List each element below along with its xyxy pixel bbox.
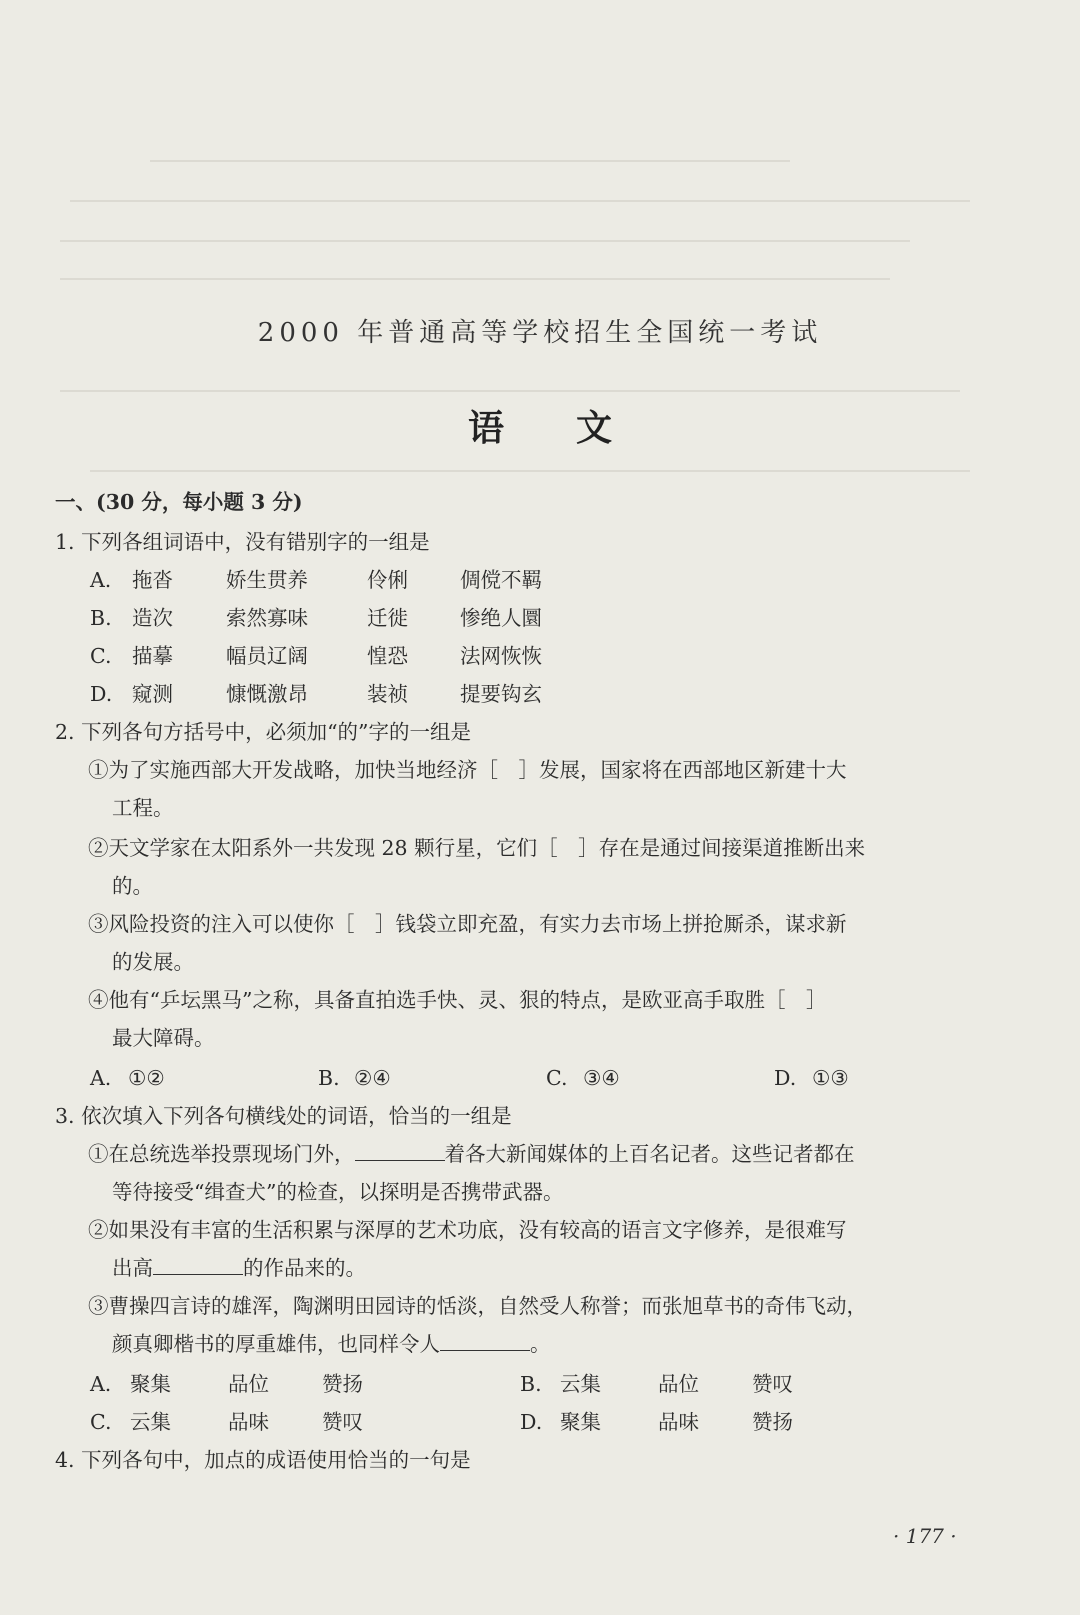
option-word: 赞扬 bbox=[752, 1410, 793, 1434]
q3-options-row-1 bbox=[90, 1370, 990, 1398]
q2-sentence-4-line-2: 最大障碍。 bbox=[112, 1026, 215, 1050]
option-word: 倜傥不羁 bbox=[460, 568, 542, 592]
option-word: 伶俐 bbox=[367, 568, 408, 592]
option-word: 装祯 bbox=[367, 682, 408, 706]
q3-sentence-3-line-1: ③曹操四言诗的雄浑，陶渊明田园诗的恬淡，自然受人称誉；而张旭草书的奇伟飞动， bbox=[88, 1294, 867, 1318]
sentence-text: 颜真卿楷书的厚重雄伟，也同样令人 bbox=[112, 1332, 440, 1356]
q3-sentence-1-line-1 bbox=[88, 1140, 855, 1168]
sentence-text: 。 bbox=[530, 1332, 551, 1356]
option-word: 幅员辽阔 bbox=[226, 644, 308, 668]
option-label: C. bbox=[90, 1410, 112, 1434]
option-label: B. bbox=[318, 1066, 340, 1090]
q3-sentence-3-line-2 bbox=[112, 1330, 551, 1358]
option-word: 品位 bbox=[658, 1372, 699, 1396]
q3-sentence-2-line-2 bbox=[112, 1254, 366, 1282]
q2-sentence-3-line-1: ③风险投资的注入可以使你［ ］钱袋立即充盈，有实力去市场上拼抢厮杀，谋求新 bbox=[88, 912, 847, 936]
option-word: 迁徙 bbox=[367, 606, 408, 630]
q2-sentence-2-line-2: 的。 bbox=[112, 874, 153, 898]
option-value: ①③ bbox=[812, 1066, 849, 1090]
sentence-text: 出高 bbox=[112, 1256, 153, 1280]
option-value: ③④ bbox=[583, 1066, 620, 1090]
option-word: 云集 bbox=[130, 1410, 171, 1434]
option-word: 惨绝人圜 bbox=[460, 606, 542, 630]
sentence-text: 的作品来的。 bbox=[243, 1256, 366, 1280]
fill-in-blank bbox=[440, 1332, 530, 1351]
fill-in-blank bbox=[153, 1256, 243, 1275]
question-3-stem: 3. 依次填入下列各句横线处的词语，恰当的一组是 bbox=[55, 1104, 512, 1128]
option-word: 窥测 bbox=[132, 682, 173, 706]
option-word: 描摹 bbox=[132, 644, 173, 668]
q1-option-d bbox=[90, 680, 990, 708]
option-word: 娇生贯养 bbox=[226, 568, 308, 592]
option-value: ②④ bbox=[354, 1066, 391, 1090]
show-through-line bbox=[70, 200, 970, 202]
q3-sentence-2-line-1: ②如果没有丰富的生活积累与深厚的艺术功底，没有较高的语言文字修养，是很难写 bbox=[88, 1218, 847, 1242]
q2-sentence-3-line-2: 的发展。 bbox=[112, 950, 194, 974]
page-number: · 177 · bbox=[893, 1524, 957, 1548]
option-word: 品位 bbox=[228, 1372, 269, 1396]
option-word: 赞叹 bbox=[322, 1410, 363, 1434]
option-label: C. bbox=[546, 1066, 568, 1090]
option-label: A. bbox=[90, 568, 112, 592]
option-word: 惶恐 bbox=[367, 644, 408, 668]
option-label: D. bbox=[520, 1410, 543, 1434]
fill-in-blank bbox=[355, 1142, 445, 1161]
q3-options-row-2 bbox=[90, 1408, 990, 1436]
option-word: 索然寡味 bbox=[226, 606, 308, 630]
question-1-stem: 1. 下列各组词语中，没有错别字的一组是 bbox=[55, 530, 430, 554]
show-through-line bbox=[60, 278, 890, 280]
option-label: A. bbox=[90, 1066, 112, 1090]
show-through-line bbox=[60, 390, 960, 392]
show-through-line bbox=[150, 160, 790, 162]
q1-option-b bbox=[90, 604, 990, 632]
exam-title: 2000 年普通高等学校招生全国统一考试 bbox=[257, 318, 823, 348]
option-word: 品味 bbox=[228, 1410, 269, 1434]
option-word: 提要钩玄 bbox=[460, 682, 542, 706]
option-word: 聚集 bbox=[560, 1410, 601, 1434]
option-label: C. bbox=[90, 644, 112, 668]
section-heading: 一、(30 分，每小题 3 分) bbox=[55, 490, 303, 514]
q1-option-c bbox=[90, 642, 990, 670]
q2-sentence-1-line-1: ①为了实施西部大开发战略，加快当地经济［ ］发展，国家将在西部地区新建十大 bbox=[88, 758, 847, 782]
subject-title: 语文 bbox=[467, 407, 684, 449]
show-through-line bbox=[60, 240, 910, 242]
option-word: 慷慨激昂 bbox=[226, 682, 308, 706]
q2-sentence-4-line-1: ④他有“乒坛黑马”之称，具备直拍选手快、灵、狠的特点，是欧亚高手取胜［ ］ bbox=[88, 988, 827, 1012]
q1-option-a bbox=[90, 566, 990, 594]
option-word: 拖沓 bbox=[132, 568, 173, 592]
option-label: B. bbox=[90, 606, 112, 630]
option-word: 造次 bbox=[132, 606, 173, 630]
q2-sentence-1-line-2: 工程。 bbox=[112, 796, 174, 820]
option-value: ①② bbox=[128, 1066, 165, 1090]
option-label: B. bbox=[520, 1372, 542, 1396]
question-2-stem: 2. 下列各句方括号中，必须加“的”字的一组是 bbox=[55, 720, 472, 744]
show-through-line bbox=[90, 470, 970, 472]
option-word: 法网恢恢 bbox=[460, 644, 542, 668]
option-word: 品味 bbox=[658, 1410, 699, 1434]
option-label: D. bbox=[90, 682, 113, 706]
option-word: 赞叹 bbox=[752, 1372, 793, 1396]
option-label: D. bbox=[774, 1066, 797, 1090]
option-word: 赞扬 bbox=[322, 1372, 363, 1396]
sentence-text: 着各大新闻媒体的上百名记者。这些记者都在 bbox=[444, 1142, 855, 1166]
option-word: 云集 bbox=[560, 1372, 601, 1396]
q2-sentence-2-line-1: ②天文学家在太阳系外一共发现 28 颗行星，它们［ ］存在是通过间接渠道推断出来 bbox=[88, 836, 866, 860]
sentence-text: ①在总统选举投票现场门外， bbox=[88, 1142, 355, 1166]
q2-answer-row bbox=[90, 1064, 990, 1092]
question-4-stem: 4. 下列各句中，加点的成语使用恰当的一句是 bbox=[55, 1448, 471, 1472]
option-word: 聚集 bbox=[130, 1372, 171, 1396]
q3-sentence-1-line-2: 等待接受“缉查犬”的检查，以探明是否携带武器。 bbox=[112, 1180, 564, 1204]
option-label: A. bbox=[90, 1372, 112, 1396]
